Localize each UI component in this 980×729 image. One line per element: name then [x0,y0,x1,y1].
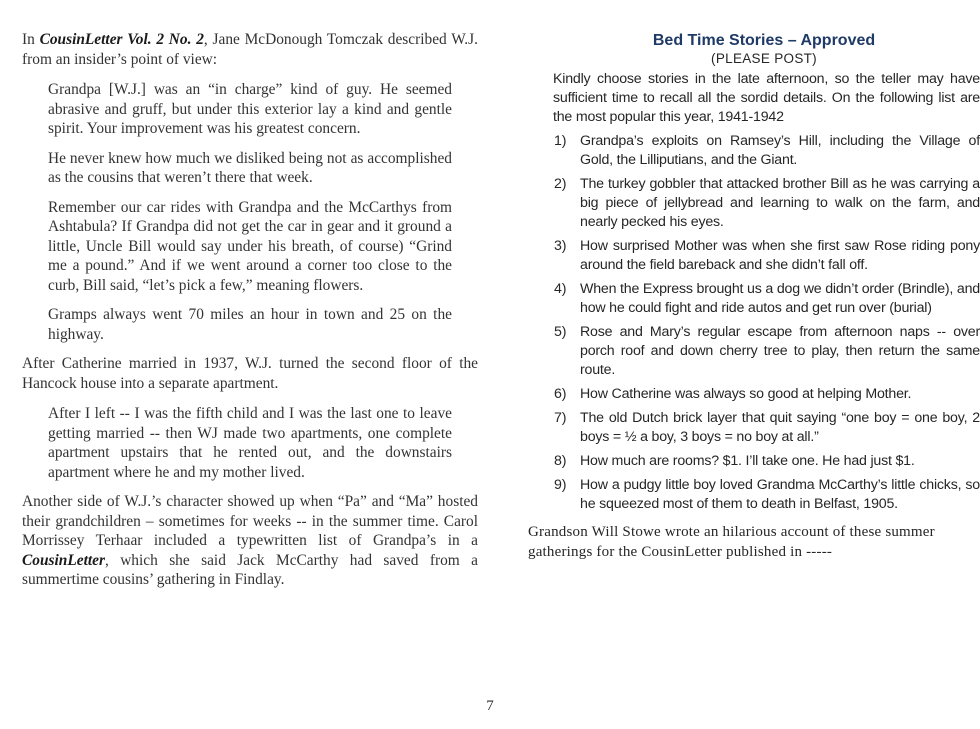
body-paragraph-2: After Catherine married in 1937, W.J. turned the second floor of the Hancock house into a separate apartment. [22,355,478,392]
item-number: 6) [554,386,567,403]
item-number: 2) [554,176,567,193]
list-item [528,323,980,380]
item-number: 5) [554,324,567,341]
left-column [22,30,478,601]
block-quote-3: Remember our car rides with Grandpa and the McCarthys from Ashtabula? If Grandpa did not get the car in gear and it ground a little, Uncle Bill would say under his breath, of course) “Grind me a pound.” And if we went around a corner too close to the curb, Bill said, “let’s pick a few,” meaning flowers. [48,198,452,294]
list-item [528,175,980,232]
item-text: Grandpa’s exploits on Ramsey’s Hill, including the Village of Gold, the Lilliputians, and the Giant. [580,133,980,169]
item-text: How a pudgy little boy loved Grandma McCarthy’s little chicks, so he squeezed most of them to death in Belfast, 1905. [580,477,980,513]
item-text: How surprised Mother was when she first saw Rose riding pony around the field bareback and she didn’t fall off. [580,238,980,274]
list-title: Bed Time Stories – Approved [652,32,876,49]
list-item [528,280,980,318]
item-text: How much are rooms? $1. I’ll take one. He had just $1. [580,453,915,470]
right-column [528,30,980,562]
list-subtitle: (PLEASE POST) [711,51,817,66]
list-item [528,132,980,170]
block-quote-4: Gramps always went 70 miles an hour in town and 25 on the highway. [48,306,452,343]
item-text: The old Dutch brick layer that quit saying “one boy = one boy, 2 boys = ½ a boy, 3 boys = no boy at all.” [580,410,980,446]
item-text: How Catherine was always so good at helping Mother. [580,386,912,403]
body-paragraph-3 [22,492,478,590]
block-quote-2: He never knew how much we disliked being not as accomplished as the cousins that weren’t there that week. [48,149,452,186]
list-item [528,452,980,471]
list-intro: Kindly choose stories in the late afternoon, so the teller may have sufficient time to recall all the sordid details. On the following list are the most popular this year, 1941-1942 [553,71,980,125]
closing-paragraph: Grandson Will Stowe wrote an hilarious account of these summer gatherings for the CousinLetter published in ----- [528,524,935,561]
publication-reference: CousinLetter Vol. 2 No. 2 [39,31,204,48]
item-number: 9) [554,477,567,494]
page-number: 7 [486,698,494,714]
intro-text: In [22,31,40,48]
item-number: 8) [554,453,567,470]
list-item [528,476,980,514]
item-text: Rose and Mary’s regular escape from afternoon naps -- over porch roof and down cherry tree to play, then return the same route. [580,324,980,379]
stories-list [528,132,980,514]
item-text: The turkey gobbler that attacked brother Bill as he was carrying a big piece of jellybread and learning to walk on the farm, and nearly pecked his eyes. [580,176,980,231]
list-item [528,237,980,275]
item-number: 3) [554,238,567,255]
para3-text-end: , which she said Jack McCarthy had saved from a summertime cousins’ gathering in Findlay. [22,551,478,588]
item-text: When the Express brought us a dog we didn’t order (Brindle), and how he could fight and ride autos and get run over (burial) [580,281,980,317]
item-number: 7) [554,410,567,427]
list-item [528,385,980,404]
block-quote-5: After I left -- I was the fifth child and I was the last one to leave getting married -- then WJ made two apartments, one complete apartment upstairs that he rented out, and the downstairs apartment where he and my mother lived. [48,405,452,481]
publication-reference-2: CousinLetter [22,551,105,569]
item-number: 1) [554,133,567,150]
list-item [528,409,980,447]
item-number: 4) [554,281,567,298]
block-quote-1: Grandpa [W.J.] was an “in charge” kind of guy. He seemed abrasive and gruff, but under this exterior lay a kind and gentle spirit. Your improvement was his greatest concern. [48,81,452,137]
intro-paragraph [22,30,478,69]
intro-text-end: , Jane McDonough Tomczak described W.J. from an insider’s point of view: [22,31,478,68]
para3-text: Another side of W.J.’s character showed up when “Pa” and “Ma” hosted their grandchildren – sometimes for weeks -- in the summer time. Carol Morrissey Terhaar included a typewritten list of Grandpa’s in a [22,493,478,549]
